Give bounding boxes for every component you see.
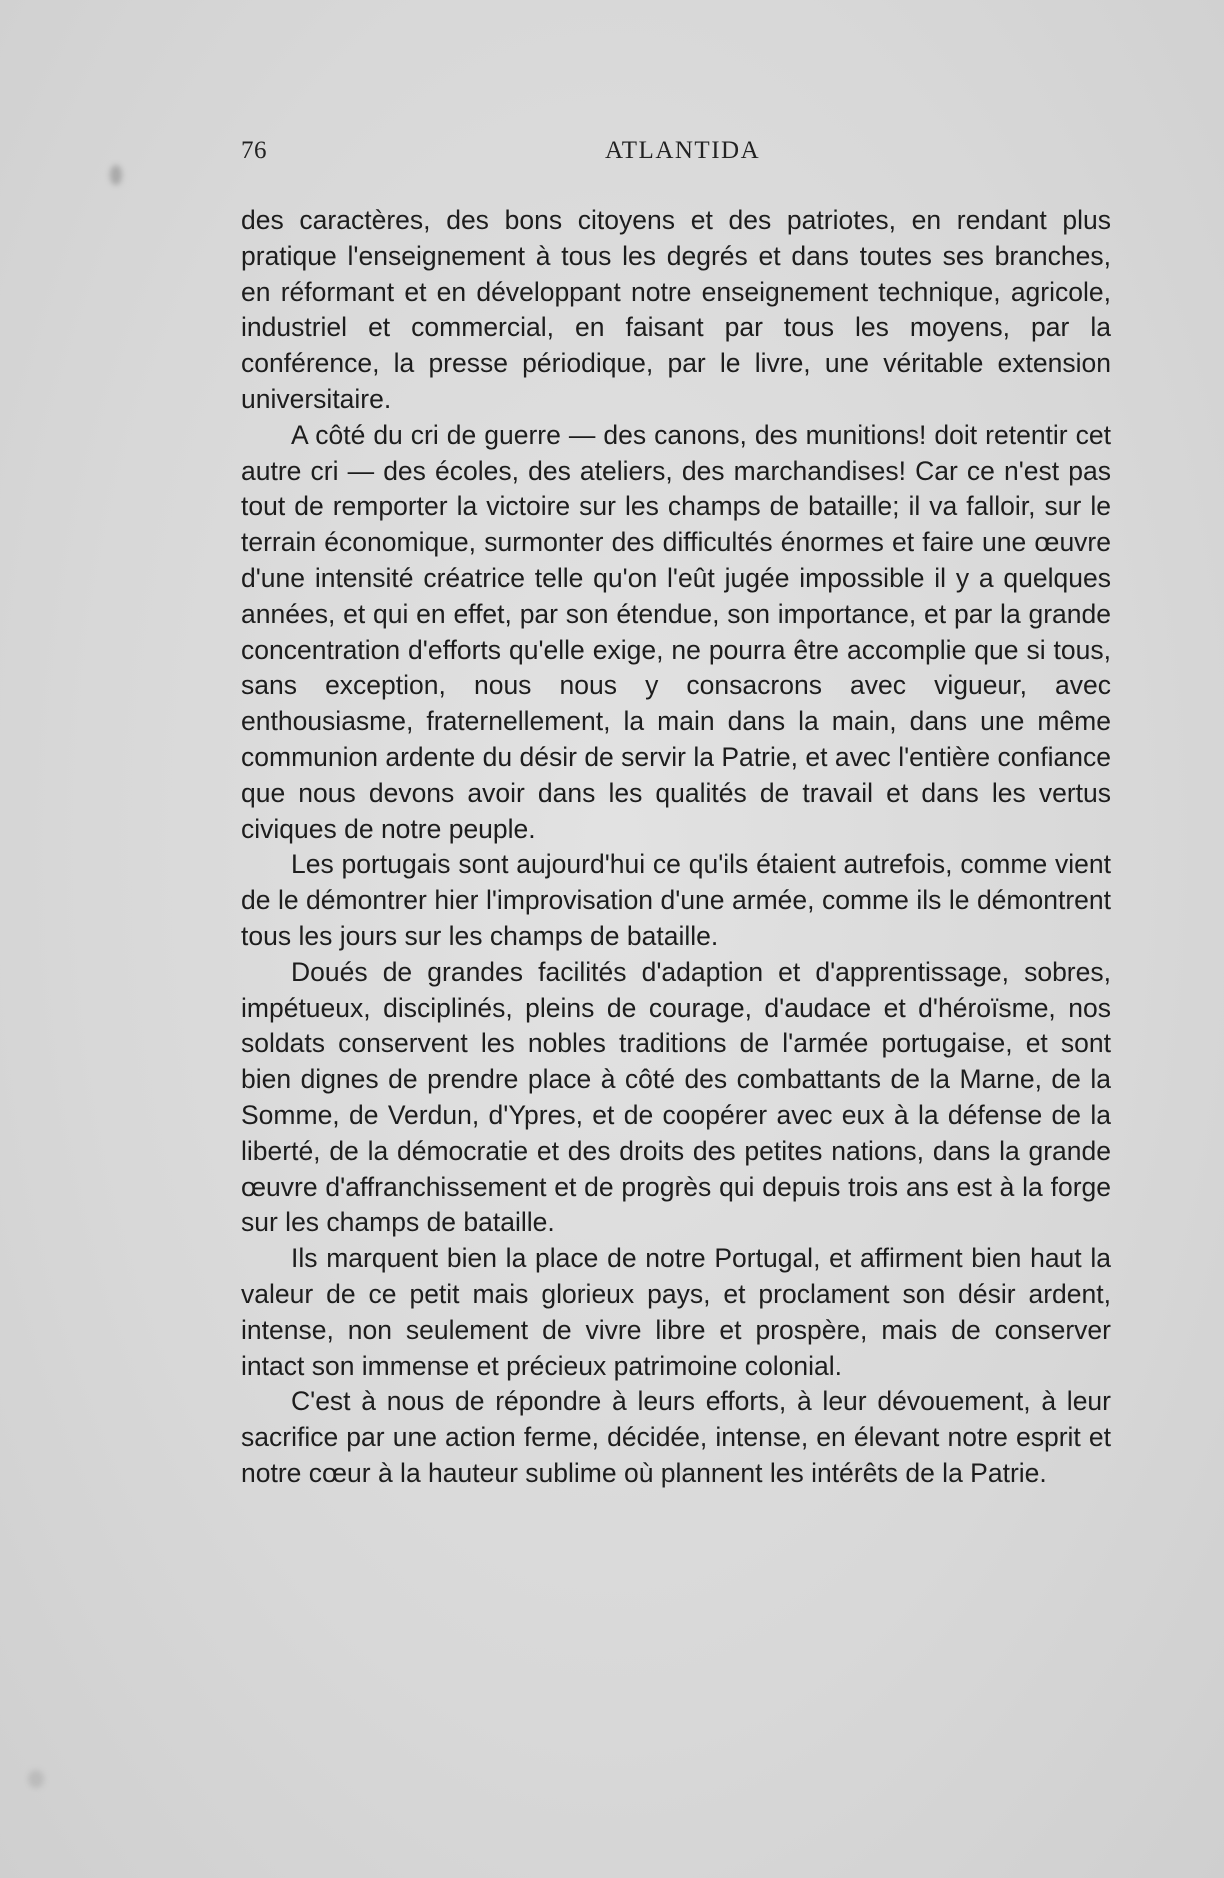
paragraph: des caractères, des bons citoyens et des patriotes, en rendant plus pratique l'enseignement à tous les degrés et dans toutes ses branches, en réformant et en développant notre enseignement technique, agricole, industriel et commercial, en faisant par tous les moyens, par la conférence, la presse périodique, par le livre, une véritable extension universitaire.	[241, 205, 1111, 414]
ink-smudge	[110, 165, 122, 185]
running-title: ATLANTIDA	[605, 137, 761, 164]
ink-smudge	[28, 1770, 44, 1788]
paragraph: Les portugais sont aujourd'hui ce qu'ils étaient autrefois, comme vient de le démontrer hier l'improvisation d'une armée, comme ils le démontrent tous les jours sur les champs de bataille.	[241, 849, 1111, 951]
page-header	[241, 137, 1111, 177]
paragraph: Ils marquent bien la place de notre Portugal, et affirment bien haut la valeur de ce petit mais glorieux pays, et proclament son désir ardent, intense, non seulement de vivre libre et prospère, mais de conserver intact son immense et précieux patrimoine colonial.	[241, 1243, 1111, 1381]
page-number: 76	[241, 137, 267, 164]
body-text	[241, 203, 1111, 1492]
paragraph: C'est à nous de répondre à leurs efforts, à leur dévouement, à leur sacrifice par une action ferme, décidée, intense, en élevant notre esprit et notre cœur à la hauteur sublime où plannent les intérêts de la Patrie.	[241, 1386, 1111, 1488]
paragraph: Doués de grandes facilités d'adaption et d'apprentissage, sobres, impétueux, disciplinés, pleins de courage, d'audace et d'héroïsme, nos soldats conservent les nobles traditions de l'armée portugaise, et sont bien dignes de prendre place à côté des combattants de la Marne, de la Somme, de Verdun, d'Ypres, et de coopérer avec eux à la défense de la liberté, de la démocratie et des droits des petites nations, dans la grande œuvre d'affranchissement et de progrès qui depuis trois ans est à la forge sur les champs de bataille.	[241, 956, 1111, 1238]
paragraph: A côté du cri de guerre — des canons, des munitions! doit retentir cet autre cri — des écoles, des ateliers, des marchandises! Car ce n'est pas tout de remporter la victoire sur les champs de bataille; il va falloir, sur le terrain économique, surmonter des difficultés énormes et faire une œuvre d'une intensité créatrice telle qu'on l'eût jugée impossible il y a quelques années, et qui en effet, par son étendue, son importance, et par la grande concentration d'efforts qu'elle exige, ne pourra être accomplie que si tous, sans exception, nous nous y consacrons avec vigueur, avec enthousiasme, fraternellement, la main dans la main, dans une même communion ardente du désir de servir la Patrie, et avec l'entière confiance que nous devons avoir dans les qualités de travail et dans les vertus civiques de notre peuple.	[241, 419, 1111, 844]
